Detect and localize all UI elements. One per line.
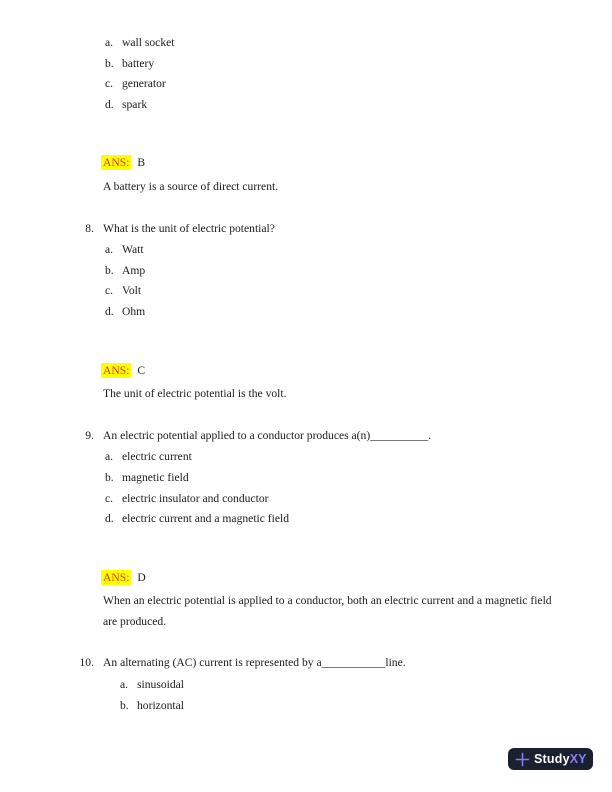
option-row <box>0 489 612 510</box>
option-text: battery <box>122 56 155 70</box>
option-row <box>0 509 612 530</box>
option-row <box>0 696 612 717</box>
answer-label-highlighted: ANS: <box>103 363 130 377</box>
rationale-text: When an electric potential is applied to a conductor, both an electric current and a magnetic field are produced. <box>103 594 552 628</box>
option-text: spark <box>122 97 148 111</box>
question-10-options <box>0 675 612 716</box>
option-text: horizontal <box>137 698 185 712</box>
option-letter: b. <box>120 698 129 712</box>
answer-line <box>101 153 612 174</box>
brand-text <box>534 748 586 770</box>
carryover-options <box>0 33 612 115</box>
option-text: Ohm <box>122 304 146 318</box>
option-text: Amp <box>122 263 146 277</box>
question-9 <box>0 426 612 447</box>
option-letter: b. <box>105 263 114 277</box>
option-row <box>0 447 612 468</box>
answer-value: C <box>137 363 146 377</box>
option-text: generator <box>122 77 166 91</box>
question-10 <box>0 653 612 674</box>
option-text: sinusoidal <box>137 678 185 692</box>
option-letter: b. <box>105 56 114 70</box>
option-row <box>0 468 612 489</box>
option-row <box>0 302 612 323</box>
answer-line <box>101 568 612 589</box>
question-number: 9. <box>85 428 94 442</box>
brand-study-text: Study <box>534 752 570 766</box>
option-letter: c. <box>105 491 114 505</box>
question-number: 8. <box>85 221 94 235</box>
answer-label-highlighted: ANS: <box>103 570 130 584</box>
option-text: magnetic field <box>122 470 189 484</box>
option-row <box>0 33 612 54</box>
option-text: electric insulator and conductor <box>122 491 269 505</box>
question-text: What is the unit of electric potential? <box>103 221 275 235</box>
option-letter: d. <box>105 97 114 111</box>
answer-label-highlighted: ANS: <box>103 156 130 170</box>
question-text: An alternating (AC) current is represented by a___________line. <box>103 656 406 670</box>
option-text: Volt <box>122 284 142 298</box>
rationale-text: A battery is a source of direct current. <box>103 179 279 193</box>
option-letter: a. <box>120 678 129 692</box>
option-letter: d. <box>105 304 114 318</box>
question-8 <box>0 219 612 240</box>
rationale-text: The unit of electric potential is the volt. <box>103 387 287 401</box>
answer-line <box>101 361 612 382</box>
option-row <box>0 54 612 75</box>
answer-value: B <box>137 156 146 170</box>
option-letter: c. <box>105 284 114 298</box>
option-letter: a. <box>105 36 114 49</box>
option-letter: d. <box>105 512 114 526</box>
option-row <box>0 74 612 95</box>
option-text: electric current <box>122 450 192 464</box>
question-text: An electric potential applied to a conductor produces a(n)__________. <box>103 428 432 442</box>
option-text: electric current and a magnetic field <box>122 512 290 526</box>
option-row <box>0 95 612 116</box>
option-row <box>0 675 612 696</box>
option-row <box>0 281 612 302</box>
plus-icon <box>515 752 530 767</box>
question-number: 10. <box>79 656 94 670</box>
option-letter: c. <box>105 77 114 91</box>
studyxy-logo <box>508 748 593 770</box>
option-text: wall socket <box>122 36 175 49</box>
brand-xy-text: XY <box>569 752 587 766</box>
option-letter: a. <box>105 450 114 464</box>
question-9-options <box>0 447 612 529</box>
answer-value: D <box>137 570 146 584</box>
option-row <box>0 261 612 282</box>
option-letter: b. <box>105 470 114 484</box>
question-8-options <box>0 240 612 322</box>
option-text: Watt <box>122 243 144 257</box>
option-row <box>0 240 612 261</box>
option-letter: a. <box>105 243 114 257</box>
